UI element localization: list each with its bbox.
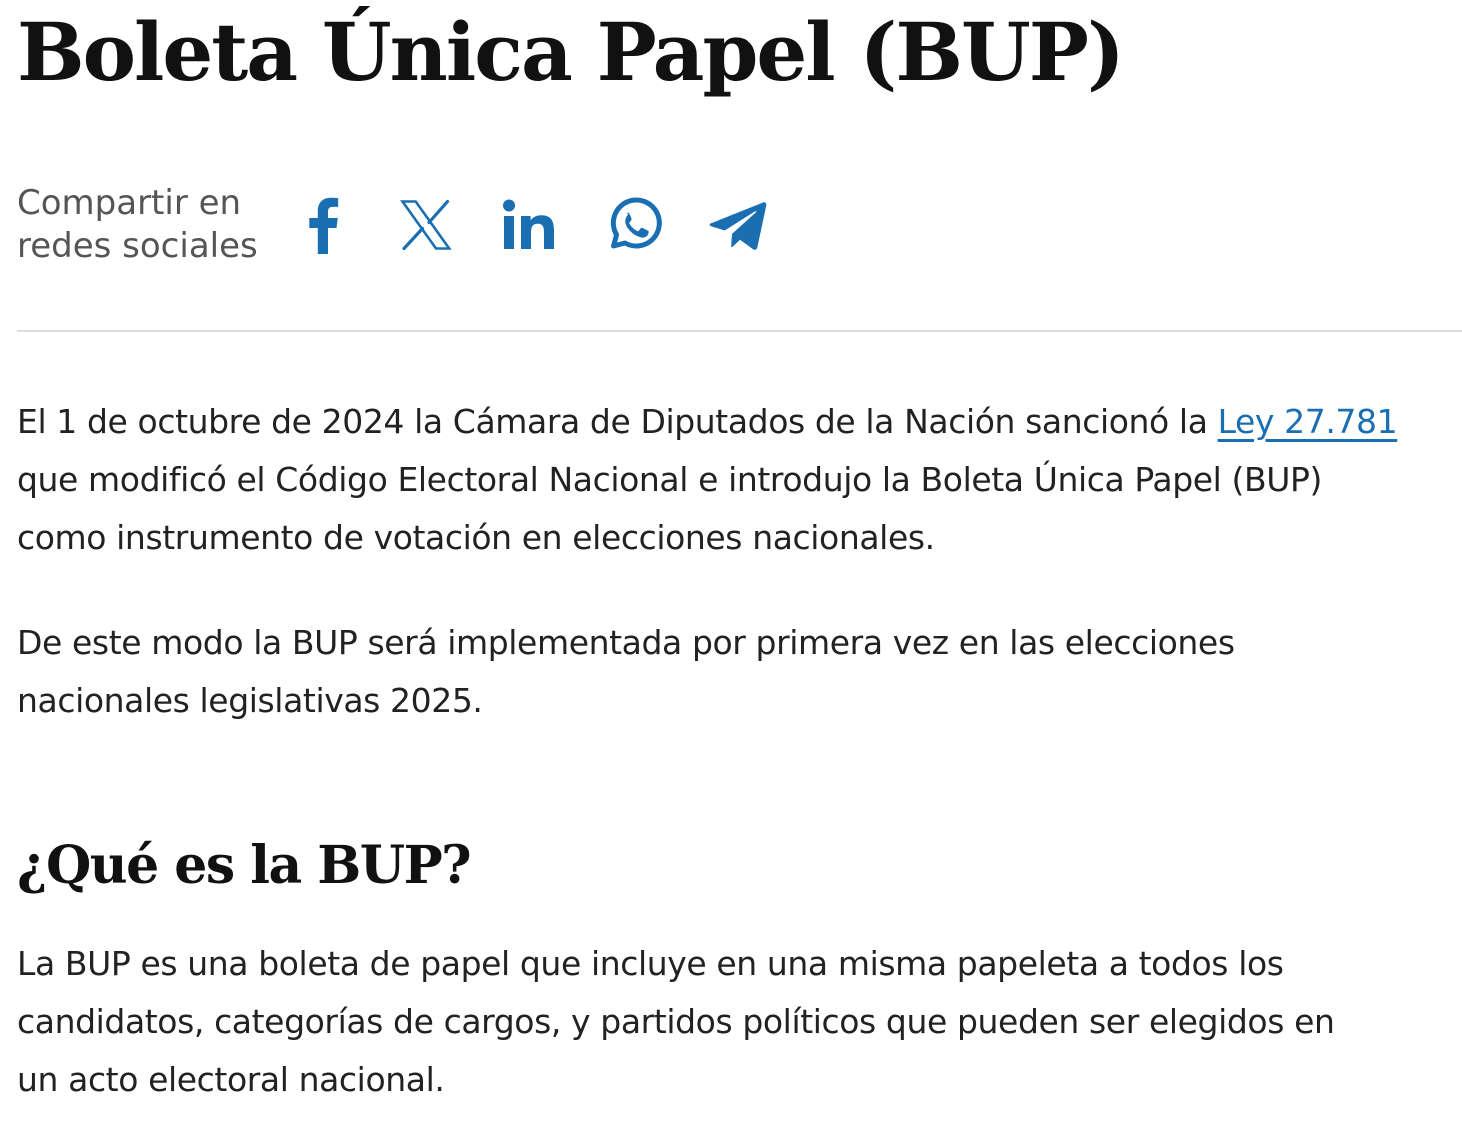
definition-line-3: un acto electoral nacional.	[17, 1060, 445, 1099]
definition-paragraph	[17, 935, 1462, 1109]
share-facebook-button[interactable]	[287, 190, 357, 260]
implementation-line-1: De este modo la BUP será implementada por primera vez en las elecciones	[17, 623, 1235, 662]
share-telegram-button[interactable]	[703, 190, 773, 260]
linkedin-icon	[502, 199, 558, 251]
share-x-button[interactable]	[391, 190, 461, 260]
implementation-line-2: nacionales legislativas 2025.	[17, 681, 483, 720]
page-title: Boleta Única Papel (BUP)	[17, 5, 1123, 99]
definition-line-1: La BUP es una boleta de papel que incluye en una misma papeleta a todos los	[17, 944, 1284, 983]
facebook-icon	[302, 196, 342, 254]
law-link[interactable]: Ley 27.781	[1217, 402, 1398, 441]
article	[17, 0, 1462, 1130]
divider	[17, 330, 1462, 332]
x-icon	[400, 200, 452, 250]
intro-line-3: como instrumento de votación en elecciones nacionales.	[17, 518, 935, 557]
share-linkedin-button[interactable]	[495, 190, 565, 260]
share-icons	[287, 190, 807, 260]
intro-line-2: que modificó el Código Electoral Nacional e introdujo la Boleta Única Papel (BUP)	[17, 460, 1322, 499]
intro-line-1	[17, 393, 1462, 451]
intro-paragraph	[17, 393, 1462, 567]
share-whatsapp-button[interactable]	[599, 190, 669, 260]
definition-line-2: candidatos, categorías de cargos, y partidos políticos que pueden ser elegidos en	[17, 1002, 1335, 1041]
section-title: ¿Qué es la BUP?	[17, 835, 471, 896]
share-bar	[17, 180, 807, 270]
share-label: Compartir en redes sociales	[17, 183, 258, 266]
telegram-icon	[708, 199, 768, 251]
implementation-paragraph	[17, 614, 1462, 730]
whatsapp-icon	[606, 197, 662, 253]
intro-line-1-text: El 1 de octubre de 2024 la Cámara de Diputados de la Nación sancionó la	[17, 402, 1218, 441]
